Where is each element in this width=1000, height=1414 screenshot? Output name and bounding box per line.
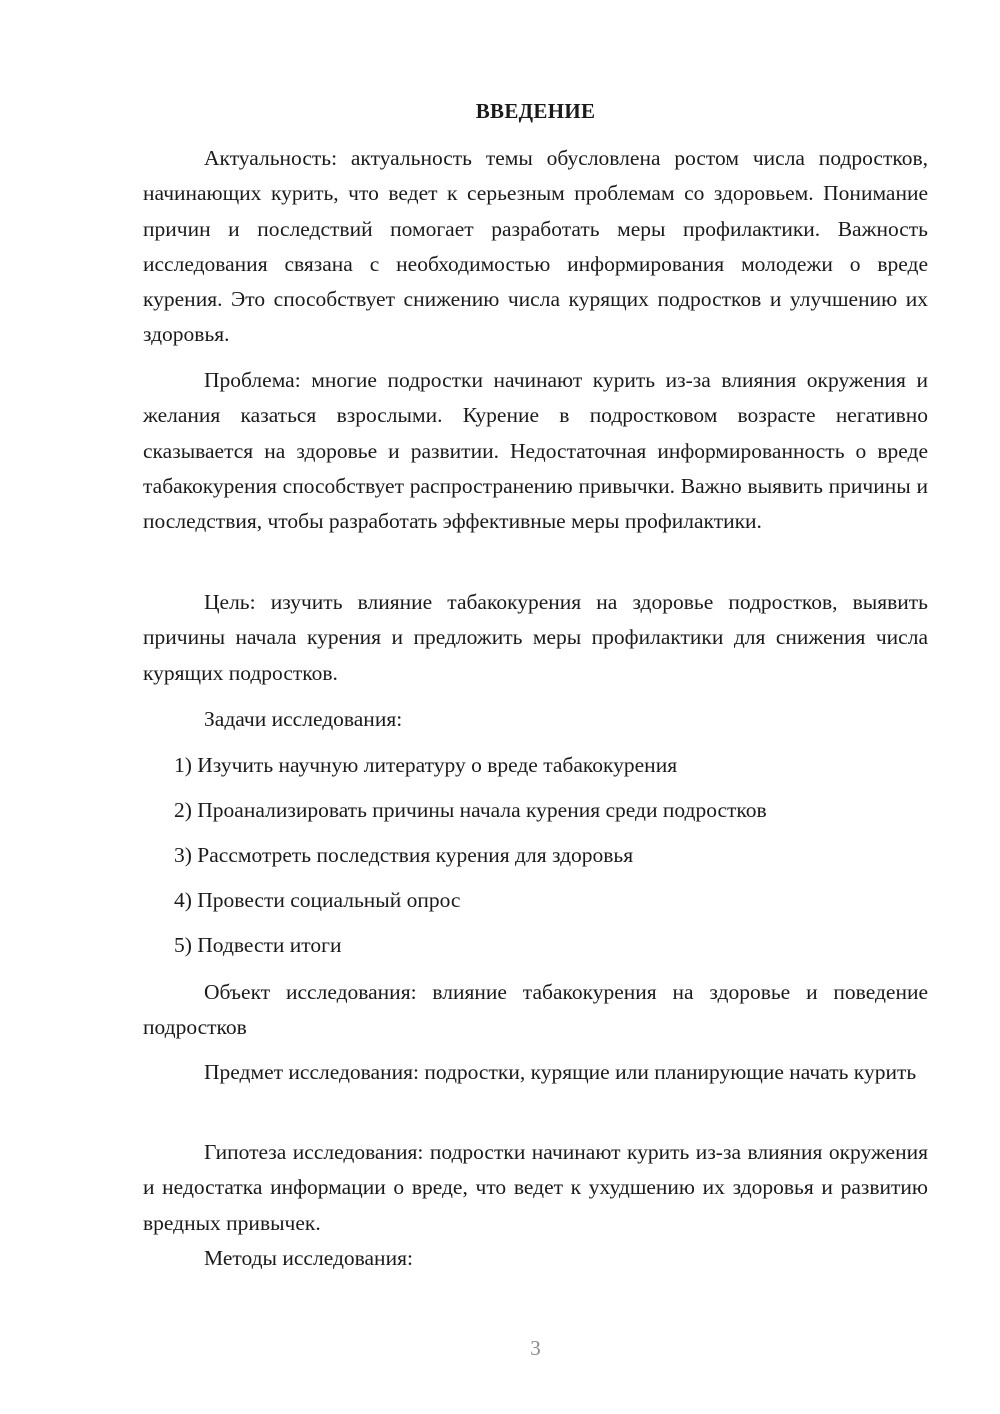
page-number: 3: [530, 1336, 541, 1360]
paragraph-object: Объект исследования: влияние табакокурения на здоровье и поведение подростков: [143, 980, 928, 1040]
task-item-1: 1) Изучить научную литературу о вреде табакокурения: [174, 753, 678, 777]
methods-heading: Методы исследования:: [204, 1246, 413, 1270]
section-title: ВВЕДЕНИЕ: [475, 99, 596, 123]
task-item-2: 2) Проанализировать причины начала курения среди подростков: [174, 798, 767, 822]
paragraph-problem: Проблема: многие подростки начинают курить из-за влияния окружения и желания казаться взрослыми. Курение в подростковом возрасте негативно сказывается на здоровье и развитии. Недостаточная информированность о вреде табакокурения способствует распространению привычки. Важно выявить причины и последствия, чтобы разработать эффективные меры профилактики.: [143, 368, 928, 534]
tasks-heading: Задачи исследования:: [204, 707, 403, 731]
paragraph-subject: Предмет исследования: подростки, курящие или планирующие начать курить: [204, 1060, 917, 1084]
document-page: [143, 0, 928, 1414]
paragraph-hypothesis: Гипотеза исследования: подростки начинают курить из-за влияния окружения и недостатка информации о вреде, что ведет к ухудшению их здоровья и развитию вредных привычек.: [143, 1140, 928, 1235]
paragraph-goal: Цель: изучить влияние табакокурения на здоровье подростков, выявить причины начала курения и предложить меры профилактики для снижения числа курящих подростков.: [143, 590, 928, 685]
task-item-4: 4) Провести социальный опрос: [174, 888, 461, 912]
task-item-3: 3) Рассмотреть последствия курения для здоровья: [174, 843, 634, 867]
paragraph-relevance: Актуальность: актуальность темы обусловлена ростом числа подростков, начинающих курить, что ведет к серьезным проблемам со здоровьем. Понимание причин и последствий помогает разработать меры профилактики. Важность исследования связана с необходимостью информирования молодежи о вреде курения. Это способствует снижению числа курящих подростков и улучшению их здоровья.: [143, 146, 928, 347]
task-item-5: 5) Подвести итоги: [174, 933, 342, 957]
